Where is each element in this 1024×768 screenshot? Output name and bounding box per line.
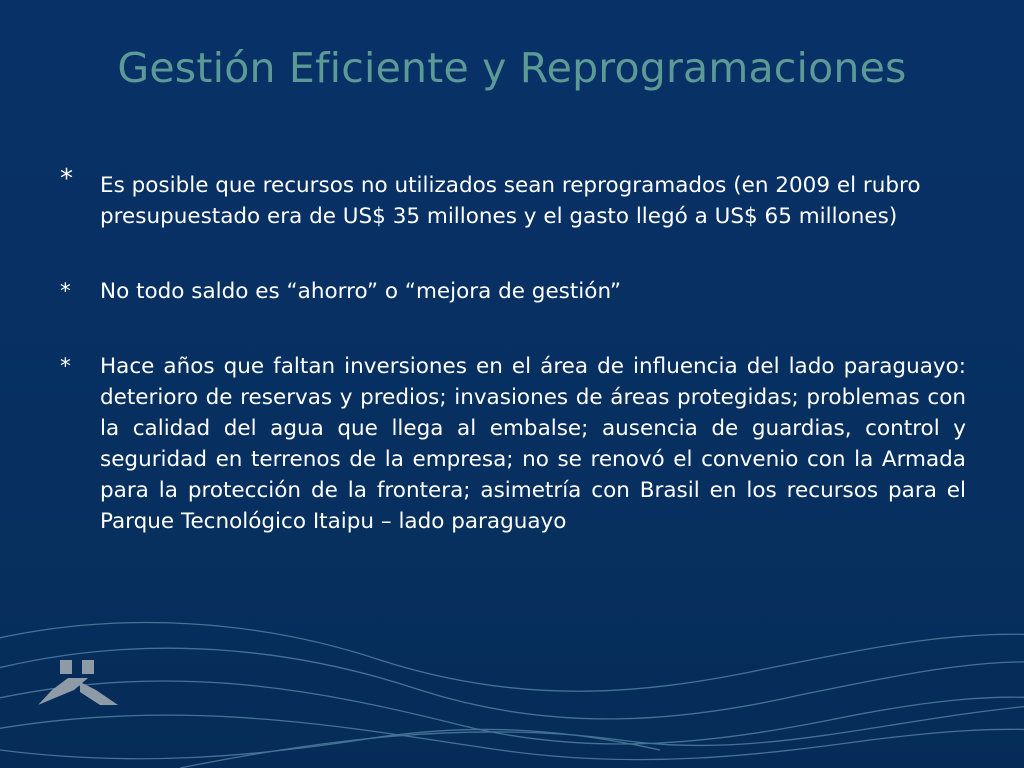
- bullet-item: [60, 164, 966, 232]
- bullet-item: [60, 351, 966, 537]
- slide-title: Gestión Eficiente y Reprogramaciones: [117, 44, 907, 92]
- bullet-marker: *: [60, 279, 71, 304]
- bullet-text: Hace años que faltan inversiones en el área de influencia del lado paraguayo: deterioro de reservas y predios; invasiones de áreas protegidas; problemas con la calidad del agua que llega al embalse; ausencia de guardias, control y seguridad en terrenos de la empresa; no se renovó el convenio con la Armada para la protección de la frontera; asimetría con Brasil en los recursos para el Parque Tecnológico Itaipu – lado paraguayo: [100, 354, 966, 534]
- bullet-marker: *: [60, 164, 73, 194]
- bullet-marker: *: [60, 354, 71, 379]
- bullet-item: [60, 276, 966, 307]
- bullet-list: [60, 164, 966, 581]
- itaipu-logo-icon: [38, 660, 118, 705]
- bullet-text: No todo saldo es “ahorro” o “mejora de gestión”: [100, 279, 622, 304]
- decorative-wave-lines: [0, 600, 1024, 768]
- bullet-text: Es posible que recursos no utilizados sean reprogramados (en 2009 el rubro presupuestado era de US$ 35 millones y el gasto llegó a US$ 65 millones): [100, 173, 921, 229]
